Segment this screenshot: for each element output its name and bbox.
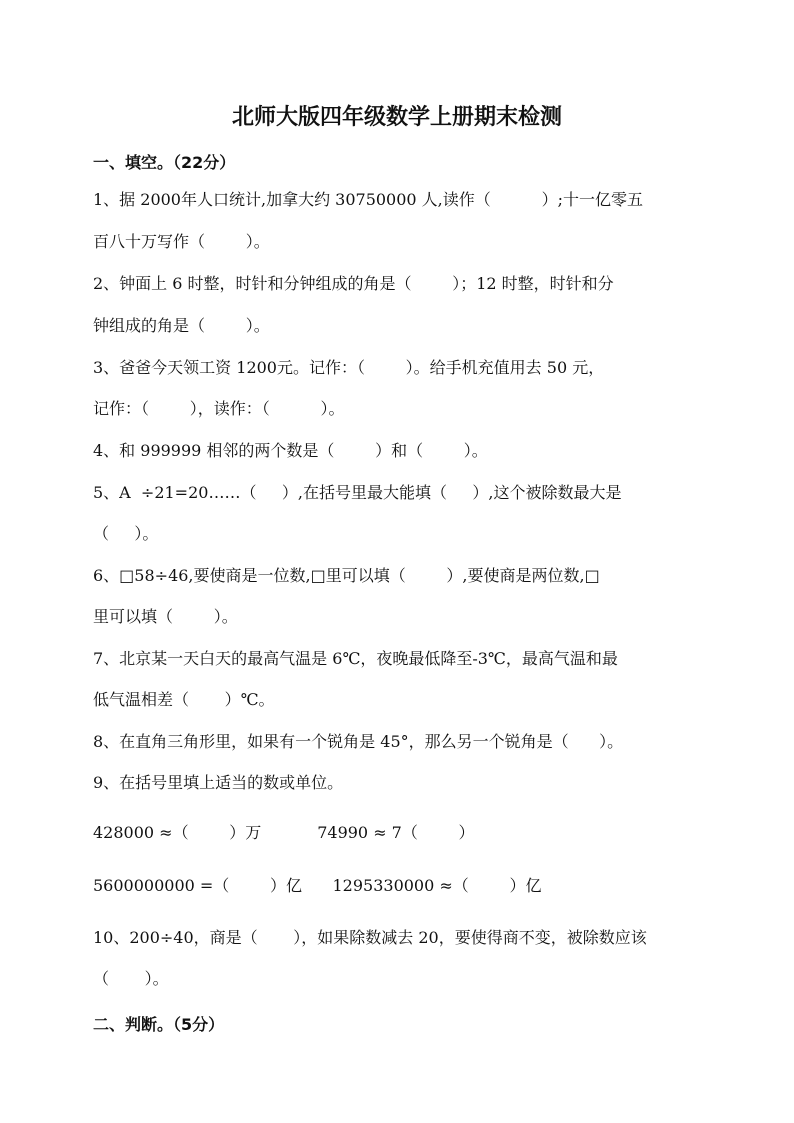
question-line: 6、□58÷46,要使商是一位数,□里可以填（ ）,要使商是两位数,□ xyxy=(93,566,600,585)
section-judgement-heading: 二、判断。（5分） xyxy=(93,1015,225,1034)
question-line: 百八十万写作（ ）。 xyxy=(93,232,270,251)
question-line: 5、A ÷21=20……（ ）,在括号里最大能填（ ）,这个被除数最大是 xyxy=(93,483,622,502)
question-line: 10、200÷40，商是（ ），如果除数减去 20，要使得商不变，被除数应该 xyxy=(93,928,647,947)
question-line: （ ）。 xyxy=(93,524,159,543)
question-line: （ ）。 xyxy=(93,969,169,988)
question-line: 5600000000 =（ ）亿 1295330000 ≈（ ）亿 xyxy=(93,876,542,895)
question-line: 4、和 999999 相邻的两个数是（ ）和（ ）。 xyxy=(93,441,488,460)
question-line: 钟组成的角是（ ）。 xyxy=(93,316,270,335)
question-line: 8、在直角三角形里，如果有一个锐角是 45°，那么另一个锐角是（ ）。 xyxy=(93,732,624,751)
question-line: 2、钟面上 6 时整，时针和分钟组成的角是（ ）；12 时整，时针和分 xyxy=(93,274,614,293)
question-line: 1、据 2000年人口统计,加拿大约 30750000 人,读作（ ）;十一亿零五 xyxy=(93,190,644,209)
question-line: 记作：（ ），读作：（ ）。 xyxy=(93,399,345,418)
question-line: 低气温相差（ ）℃。 xyxy=(93,690,275,709)
question-line: 428000 ≈（ ）万 74990 ≈ 7（ ） xyxy=(93,823,475,842)
question-line: 里可以填（ ）。 xyxy=(93,607,238,626)
question-line: 3、爸爸今天领工资 1200元。记作：（ ）。给手机充值用去 50 元， xyxy=(93,358,605,377)
section-fill-in-heading: 一、填空。（22分） xyxy=(93,153,236,172)
question-line: 7、北京某一天白天的最高气温是 6℃，夜晚最低降至-3℃，最高气温和最 xyxy=(93,649,618,668)
page-title: 北师大版四年级数学上册期末检测 xyxy=(231,105,562,130)
question-line: 9、在括号里填上适当的数或单位。 xyxy=(93,773,344,792)
